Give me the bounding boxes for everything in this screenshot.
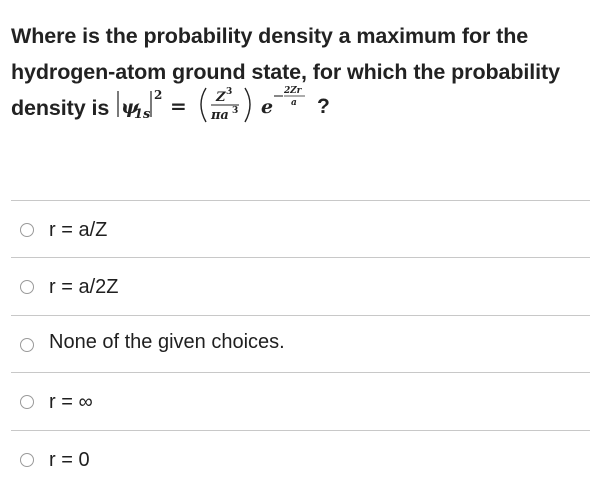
option-label: None of the given choices. [49, 331, 285, 353]
option-r-zero[interactable] [0, 431, 590, 488]
abs-power: 2 [154, 88, 163, 102]
question-text [11, 18, 586, 126]
question-line-3-prefix: density is [11, 96, 110, 120]
paren-right [245, 88, 250, 122]
formula-graphic [115, 82, 361, 128]
exp-base: e [261, 96, 274, 118]
question-line-1: Where is the probability density a maximum for the [11, 24, 529, 48]
denominator-power: 3 [232, 106, 239, 116]
question-mark: ? [317, 95, 330, 118]
option-none-of-the-given[interactable] [0, 316, 590, 373]
exp-denominator: a [291, 98, 297, 108]
option-r-infinity[interactable] [0, 373, 590, 430]
option-label: r = a/2Z [49, 276, 119, 298]
psi-subscript: 1s [134, 107, 151, 122]
option-label: r = a/Z [49, 219, 108, 241]
option-r-a-over-2z[interactable] [0, 258, 590, 315]
radio-button[interactable] [20, 338, 34, 352]
radio-button[interactable] [20, 453, 34, 467]
fraction-denominator: πa [211, 108, 229, 123]
exp-numerator: 2Zr [284, 86, 302, 96]
question-line-3 [11, 86, 586, 126]
radio-button[interactable] [20, 395, 34, 409]
fraction-numerator: Z [216, 90, 226, 105]
radio-button[interactable] [20, 223, 34, 237]
option-r-a-over-z[interactable] [0, 201, 590, 258]
question-line-2: hydrogen-atom ground state, for which the probability [11, 60, 560, 84]
radio-button[interactable] [20, 280, 34, 294]
option-label: r = ∞ [49, 391, 93, 413]
equals-sign: = [170, 94, 187, 118]
option-label: r = 0 [49, 449, 90, 471]
psi-symbol: ψ [121, 96, 139, 118]
paren-left [201, 88, 206, 122]
probability-density-formula [115, 86, 361, 126]
numerator-power: 3 [226, 87, 233, 97]
